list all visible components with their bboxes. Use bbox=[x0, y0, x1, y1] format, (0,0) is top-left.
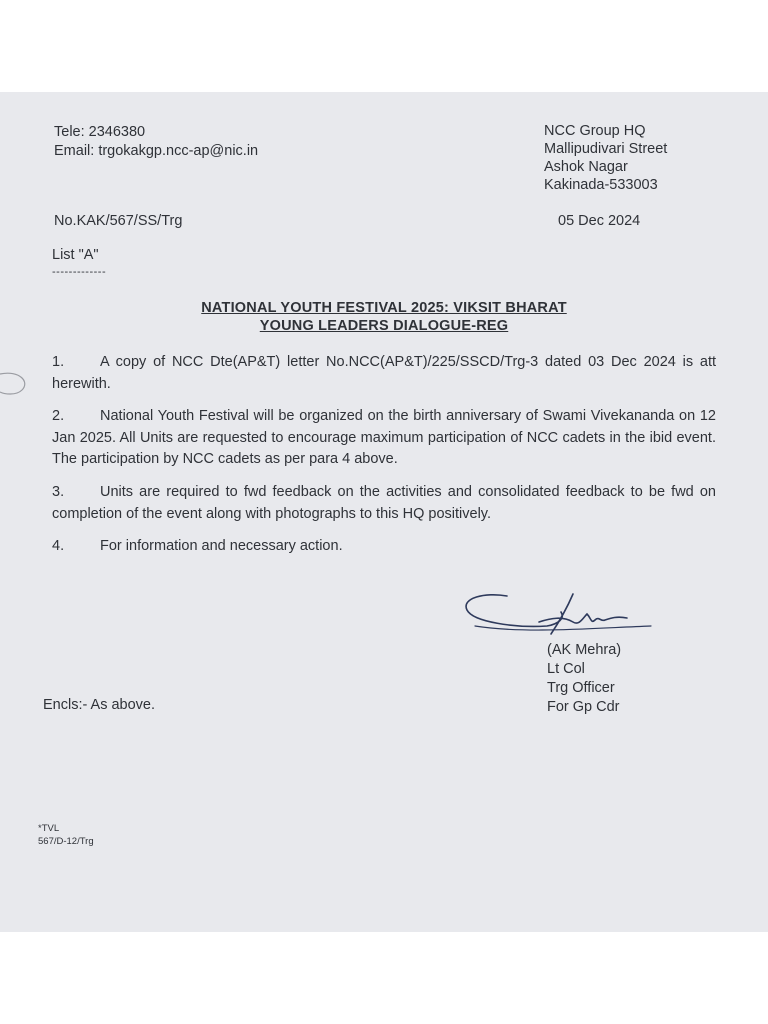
paragraph-number: 1. bbox=[52, 354, 65, 370]
list-label: List "A" bbox=[52, 247, 99, 263]
list-underline: ------------- bbox=[52, 266, 107, 278]
reference-number: No.KAK/567/SS/Trg bbox=[54, 213, 183, 229]
signatory-for: For Gp Cdr bbox=[547, 699, 620, 715]
email: Email: trgokakgp.ncc-ap@nic.in bbox=[54, 143, 259, 159]
punch-hole-mark bbox=[0, 364, 40, 404]
signatory-designation: Trg Officer bbox=[547, 680, 615, 696]
address-line-1: NCC Group HQ bbox=[544, 123, 646, 139]
enclosures: Encls:- As above. bbox=[43, 697, 156, 713]
footer-line-1: *TVL bbox=[38, 823, 60, 834]
paragraph-text: A copy of NCC Dte(AP&T) letter No.NCC(AP&T)/225/SSCD/Trg-3 dated 03 Dec 2024 is att herewith. bbox=[52, 354, 716, 392]
letter-page bbox=[0, 92, 768, 932]
telephone: Tele: 2346380 bbox=[54, 124, 146, 140]
subject-line-2: YOUNG LEADERS DIALOGUE-REG bbox=[259, 318, 509, 334]
paragraph-2 bbox=[52, 406, 716, 471]
address-line-3: Ashok Nagar bbox=[544, 159, 628, 175]
paragraph-1 bbox=[52, 352, 716, 395]
signature bbox=[455, 588, 655, 648]
paragraph-text: Units are required to fwd feedback on the activities and consolidated feedback to be fwd on completion of the event along with photographs to this HQ positively. bbox=[52, 484, 716, 522]
paragraph-number: 3. bbox=[52, 484, 65, 500]
paragraph-text: For information and necessary action. bbox=[100, 538, 343, 554]
subject-line-1: NATIONAL YOUTH FESTIVAL 2025: VIKSIT BHARAT bbox=[201, 300, 567, 316]
letter-date: 05 Dec 2024 bbox=[558, 213, 641, 229]
footer-line-2: 567/D-12/Trg bbox=[38, 836, 94, 847]
paragraph-4 bbox=[52, 536, 716, 558]
address-line-4: Kakinada-533003 bbox=[544, 177, 658, 193]
paragraph-number: 4. bbox=[52, 538, 65, 554]
paragraph-3 bbox=[52, 482, 716, 525]
paragraph-text: National Youth Festival will be organized on the birth anniversary of Swami Vivekananda on 12 Jan 2025. All Units are requested to encourage maximum participation of NCC cadets in the ibid event. The participation by NCC cadets as per para 4 above. bbox=[52, 408, 716, 467]
signatory-name: (AK Mehra) bbox=[547, 642, 622, 658]
signatory-rank: Lt Col bbox=[547, 661, 585, 677]
address-line-2: Mallipudivari Street bbox=[544, 141, 668, 157]
paragraph-number: 2. bbox=[52, 408, 65, 424]
